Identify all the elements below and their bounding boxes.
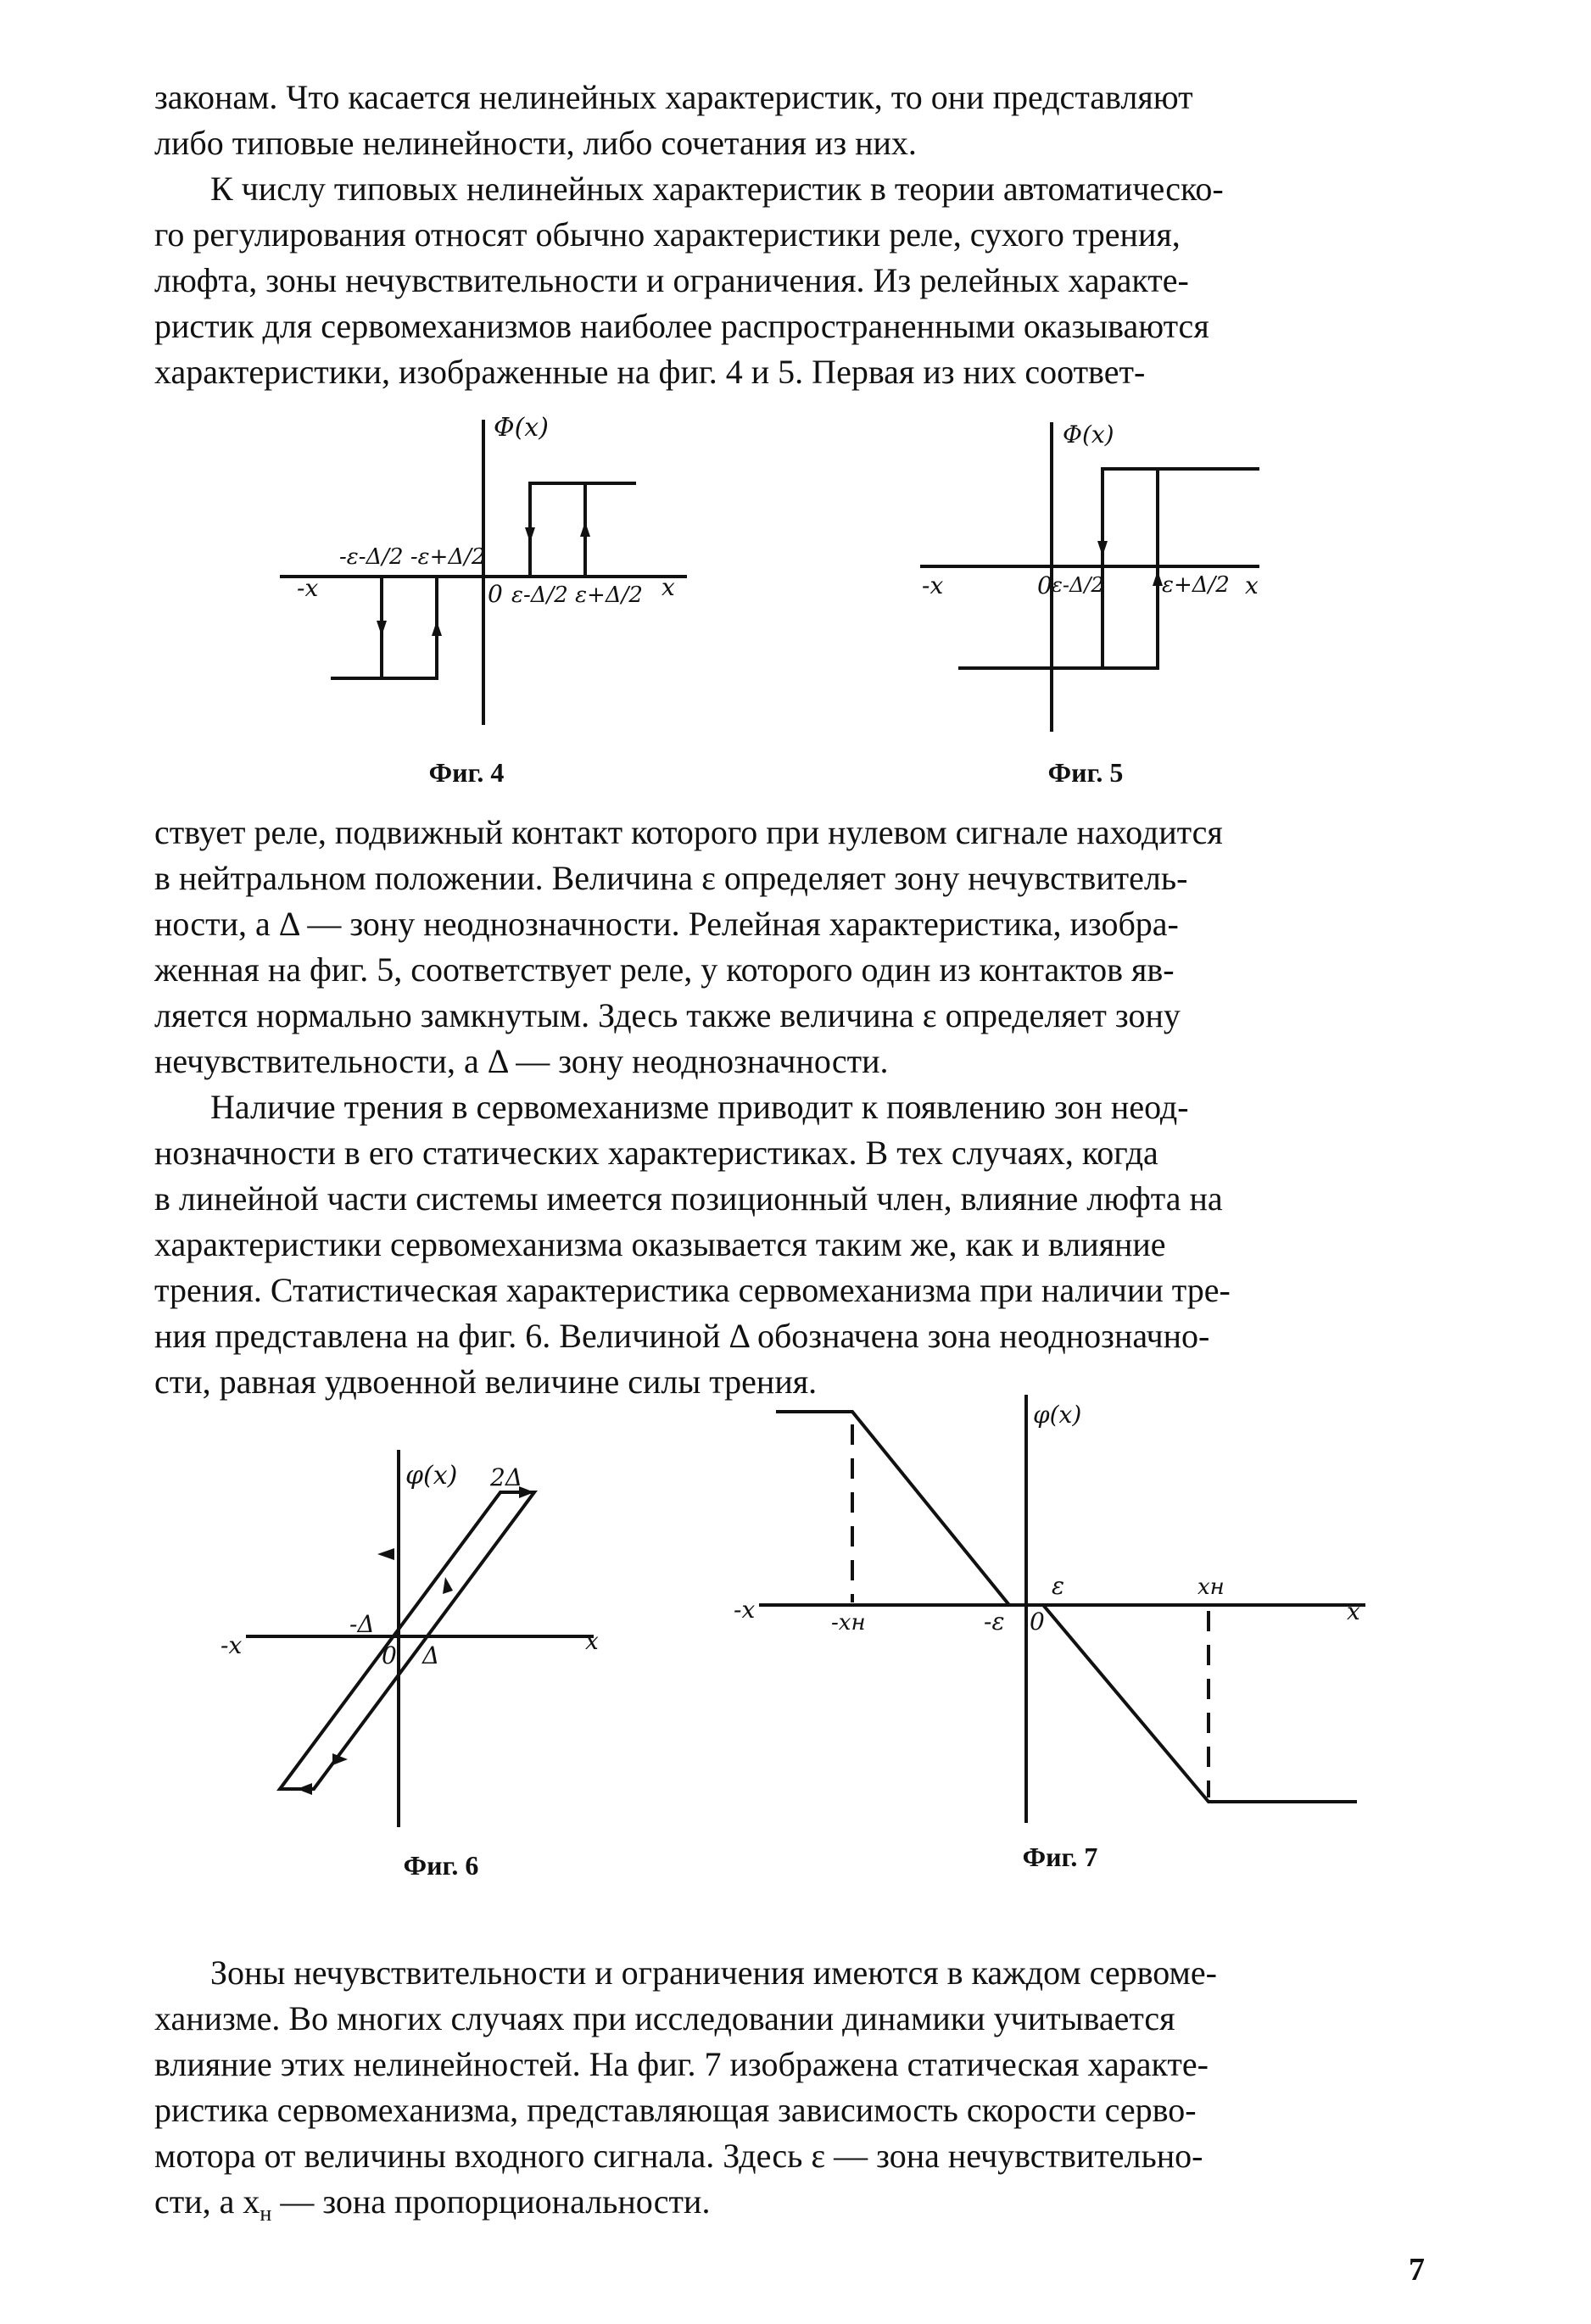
fig4-arrow-up-upper [580, 521, 590, 537]
text-line: го регулирования относят обычно характеристики реле, сухого трения, [154, 215, 1181, 254]
text-line: нозначности в его статических характеристиках. В тех случаях, когда [154, 1134, 1158, 1172]
text-line: характеристики сервомеханизма оказывается таким же, как и влияние [154, 1225, 1166, 1263]
fig5-x-label: x [1245, 571, 1259, 599]
text-line: либо типовые нелинейности, либо сочетания из них. [154, 124, 917, 162]
paragraph-intro [154, 75, 1435, 395]
figure-6 [221, 1441, 628, 1831]
fig5-upper-branch [1103, 469, 1259, 668]
fig6-neg-x-label: -x [221, 1631, 243, 1659]
figure-5 [912, 414, 1285, 736]
fig6-arrow-bottom-left [297, 1783, 312, 1795]
figure-4-caption: Фиг. 4 [428, 757, 505, 788]
text-line: характеристики, изображенные на фиг. 4 и 5. Первая из них соответ- [154, 353, 1146, 391]
fig4-neg-x-label: -x [297, 574, 319, 602]
text-line: в нейтральном положении. Величина ε определяет зону нечувствитель- [154, 859, 1188, 897]
fig6-neg-delta-label: -Δ [349, 1610, 375, 1638]
text-line: Зоны нечувствительности и ограничения имеются в каждом сервоме- [210, 1953, 1217, 1992]
fig7-x-label: x [1347, 1597, 1360, 1625]
text-line: К числу типовых нелинейных характеристик в теории автоматическо- [210, 170, 1224, 208]
text-line: влияние этих нелинейностей. На фиг. 7 изображена статическая характе- [154, 2045, 1209, 2083]
text-fragment: сти, а x [154, 2182, 260, 2221]
subscript-n: н [260, 2201, 272, 2226]
text-line: трения. Статистическая характеристика сервомеханизма при наличии тре- [154, 1271, 1231, 1309]
fig6-x-label: x [585, 1627, 599, 1655]
fig5-eps-minus-label: ε-Δ/2 [1052, 573, 1104, 597]
fig4-arrow-down-lower [377, 621, 387, 636]
text-line: законам. Что касается нелинейных характеристик, то они представляют [154, 78, 1193, 116]
text-line: женная на фиг. 5, соответствует реле, у которого один из контактов яв- [154, 950, 1175, 989]
fig5-origin-label: 0 [1037, 571, 1052, 599]
fig5-lower-branch [958, 469, 1158, 668]
text-line: ствует реле, подвижный контакт которого при нулевом сигнале находится [154, 813, 1223, 851]
fig5-neg-x-label: -x [922, 571, 944, 599]
text-line: нечувствительности, а Δ — зону неоднозначности. [154, 1042, 889, 1080]
fig7-y-label: φ(x) [1033, 1401, 1082, 1429]
fig4-neg-eps-labels: -ε-Δ/2 -ε+Δ/2 [339, 544, 486, 570]
fig7-eps-label: ε [1052, 1572, 1065, 1600]
fig5-y-label: Φ(x) [1063, 421, 1114, 449]
fig5-arrow-down [1097, 541, 1108, 556]
fig5-eps-plus-label: ε+Δ/2 [1162, 572, 1230, 598]
text-line: ния представлена на фиг. 6. Величиной Δ обозначена зона неоднозначно- [154, 1317, 1210, 1355]
figure-6-caption: Фиг. 6 [403, 1850, 479, 1881]
text-line: ристик для сервомеханизмов наиболее распространенными оказываются [154, 307, 1209, 345]
figure-7 [712, 1390, 1391, 1831]
fig6-arrow-top-left [377, 1548, 394, 1560]
fig6-y-label: φ(x) [405, 1461, 458, 1491]
fig7-neg-x-label: -x [734, 1596, 756, 1624]
fig6-hysteresis-loop [280, 1492, 534, 1789]
paragraph-dead-zone [154, 1950, 1435, 2237]
text-line: ности, а Δ — зону неоднозначности. Релейная характеристика, изобра- [154, 905, 1179, 943]
fig4-arrow-up-lower [432, 621, 442, 636]
fig7-origin-label: 0 [1030, 1608, 1045, 1636]
fig7-xn-label: xн [1197, 1574, 1225, 1600]
text-line: сти, равная удвоенной величине силы трения. [154, 1363, 818, 1401]
figure-4 [280, 407, 755, 729]
fig4-y-label: Φ(x) [494, 413, 549, 443]
text-line: ристика сервомеханизма, представляющая зависимость скорости серво- [154, 2091, 1197, 2129]
figure-5-caption: Фиг. 5 [1047, 757, 1124, 788]
fig6-2delta-label: 2Δ [490, 1463, 523, 1491]
text-line: Наличие трения в сервомеханизме приводит к появлению зон неод- [210, 1088, 1189, 1126]
fig4-origin-label: 0 [488, 580, 503, 608]
text-line: мотора от величины входного сигнала. Здесь ε — зона нечувствительно- [154, 2137, 1203, 2175]
fig6-delta-label: Δ [422, 1641, 440, 1669]
figure-7-caption: Фиг. 7 [1022, 1842, 1098, 1872]
fig4-pos-eps-labels: ε-Δ/2 ε+Δ/2 [511, 582, 643, 608]
page-number: 7 [1409, 2252, 1425, 2288]
text-line: ханизме. Во многих случаях при исследовании динамики учитывается [154, 1999, 1175, 2037]
fig7-neg-eps-label: -ε [984, 1608, 1005, 1636]
paragraph-relay-friction [154, 810, 1435, 1405]
fig4-arrow-down-upper [525, 527, 535, 543]
text-line: люфта, зоны нечувствительности и ограничения. Из релейных характе- [154, 261, 1189, 299]
fig6-origin-label: 0 [382, 1641, 397, 1669]
text-line: в линейной части системы имеется позиционный член, влияние люфта на [154, 1179, 1223, 1218]
text-line-last [154, 2179, 1435, 2237]
fig4-x-label: x [662, 573, 675, 601]
fig7-neg-xn-label: -xн [831, 1610, 866, 1636]
text-fragment: — зона пропорциональности. [271, 2182, 711, 2221]
text-line: ляется нормально замкнутым. Здесь также величина ε определяет зону [154, 996, 1181, 1034]
fig6-arrow-right-up [443, 1577, 453, 1594]
